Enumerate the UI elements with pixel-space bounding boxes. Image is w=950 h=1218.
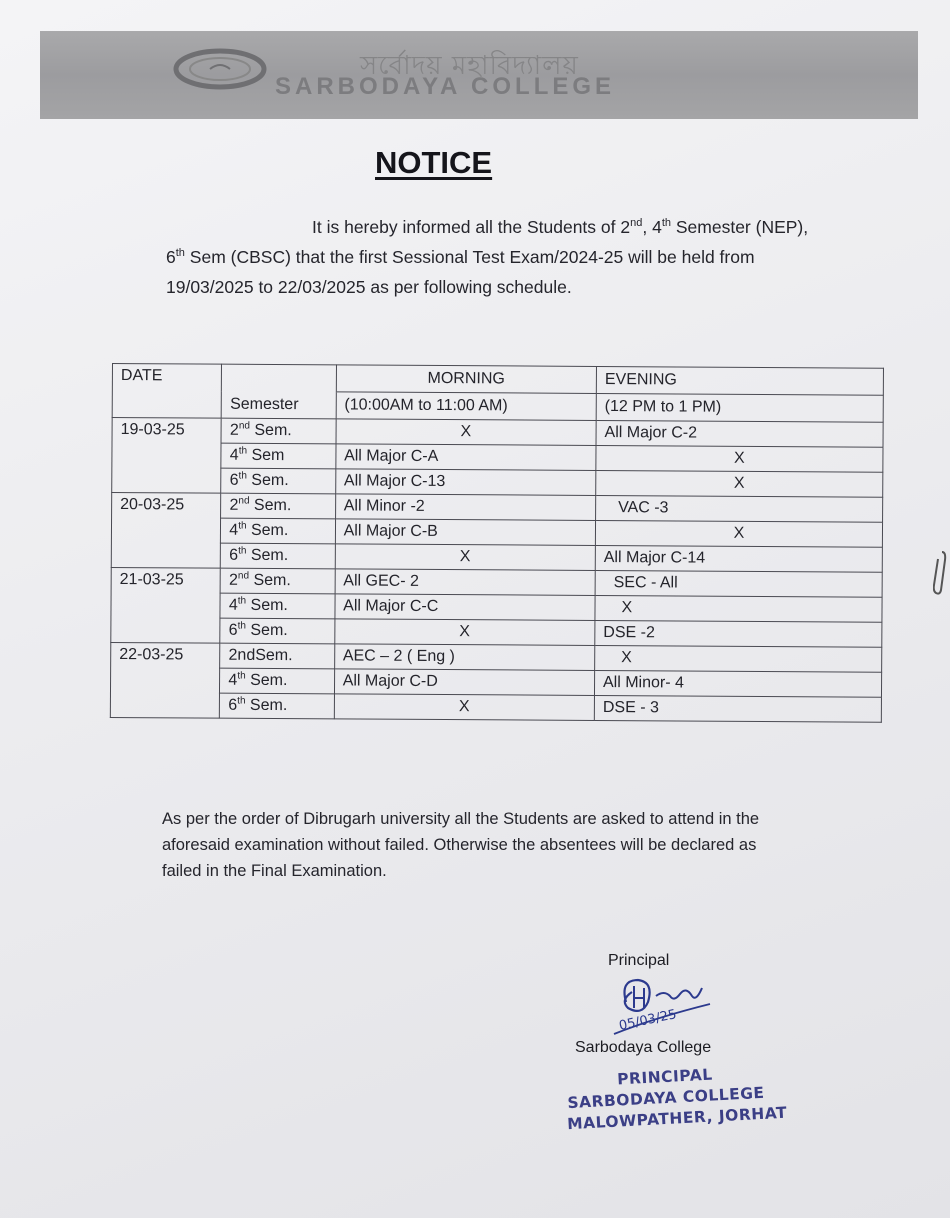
morning-cell: All GEC- 2 [335, 569, 595, 596]
morning-cell: All Major C-C [335, 594, 595, 621]
semester-cell: 4th Sem [221, 443, 335, 469]
intro-paragraph [166, 212, 896, 302]
intro-text: It is hereby informed all the Students of 2 [312, 217, 631, 237]
superscript: th [661, 217, 671, 230]
morning-cell: AEC – 2 ( Eng ) [334, 644, 594, 671]
letterhead-banner [40, 31, 918, 119]
stamp-line: PRINCIPAL [616, 1065, 714, 1089]
morning-cell: X [335, 544, 595, 571]
header-evening: EVENING [596, 366, 883, 395]
closing-line: aforesaid examination without failed. Otherwise the absentees will be declared as [162, 836, 757, 854]
closing-paragraph [162, 806, 862, 884]
header-morning-time: (10:00AM to 11:00 AM) [336, 392, 596, 421]
header-evening-time: (12 PM to 1 PM) [596, 393, 883, 422]
notice-title: NOTICE [375, 145, 493, 180]
evening-cell: All Major C-14 [595, 545, 882, 572]
date-cell: 19-03-25 [112, 418, 222, 494]
semester-cell: 2nd Sem. [221, 493, 335, 519]
morning-cell: All Major C-D [334, 669, 594, 696]
morning-cell: All Major C-B [335, 519, 595, 546]
stamp-line: SARBODAYA COLLEGE [566, 1083, 765, 1113]
semester-cell: 2nd Sem. [220, 568, 334, 594]
semester-cell: 4th Sem. [220, 668, 334, 694]
exam-schedule-table [110, 363, 884, 723]
college-logo-icon [172, 47, 268, 91]
intro-date-range: 19/03/2025 to 22/03/2025 as per following schedule. [166, 277, 572, 297]
paperclip-icon [933, 550, 947, 596]
morning-cell: All Major C-13 [335, 469, 595, 496]
signatory-college: Sarbodaya College [575, 1039, 712, 1056]
date-cell: 22-03-25 [110, 642, 220, 718]
intro-text: , 4 [642, 217, 662, 237]
evening-cell: X [595, 595, 882, 622]
intro-text: Sem (CBSC) that the first Sessional Test Exam/2024-25 will be held from [184, 247, 755, 267]
evening-cell: DSE -2 [595, 620, 882, 647]
morning-cell: All Major C-A [336, 444, 596, 471]
semester-cell: 6th Sem. [221, 468, 335, 494]
evening-cell: DSE - 3 [594, 695, 881, 722]
evening-cell: X [595, 645, 882, 672]
morning-cell: X [336, 419, 596, 446]
evening-cell: All Major C-2 [596, 420, 883, 447]
morning-cell: X [334, 694, 594, 721]
semester-cell: 2ndSem. [220, 643, 334, 669]
intro-text: 6 [166, 247, 176, 267]
closing-line: failed in the Final Examination. [162, 862, 387, 880]
header-morning: MORNING [336, 365, 596, 394]
semester-cell: 6th Sem. [220, 693, 334, 719]
college-native-name: সৰ্বোদয় মহাবিদ্যালয় [360, 51, 579, 81]
principal-label: Principal [608, 952, 670, 969]
morning-cell: X [334, 619, 594, 646]
evening-cell: SEC - All [595, 570, 882, 597]
principal-stamp [564, 1062, 788, 1135]
header-semester-blank [222, 364, 336, 392]
stamp-line: MALOWPATHER, JORHAT [566, 1103, 788, 1134]
semester-cell: 2nd Sem. [221, 418, 335, 444]
superscript: th [175, 247, 185, 260]
superscript: nd [630, 217, 643, 230]
evening-cell: VAC -3 [596, 495, 883, 522]
evening-cell: X [596, 445, 883, 472]
table-row [110, 692, 881, 722]
evening-cell: X [595, 520, 882, 547]
semester-cell: 4th Sem. [220, 593, 334, 619]
morning-cell: All Minor -2 [335, 494, 595, 521]
intro-text: Semester (NEP), [671, 217, 809, 237]
date-cell: 21-03-25 [111, 567, 221, 643]
header-semester: Semester [222, 391, 336, 419]
principal-signature [612, 972, 722, 1042]
signature-date: 05/03/25 [617, 1007, 678, 1034]
semester-cell: 6th Sem. [221, 543, 335, 569]
college-name: SARBODAYA COLLEGE [275, 73, 616, 100]
header-date: DATE [112, 364, 222, 419]
semester-cell: 4th Sem. [221, 518, 335, 544]
evening-cell: X [596, 470, 883, 497]
date-cell: 20-03-25 [111, 493, 221, 569]
closing-line: As per the order of Dibrugarh university all the Students are asked to attend in the [162, 810, 760, 828]
evening-cell: All Minor- 4 [594, 670, 881, 697]
semester-cell: 6th Sem. [220, 618, 334, 644]
